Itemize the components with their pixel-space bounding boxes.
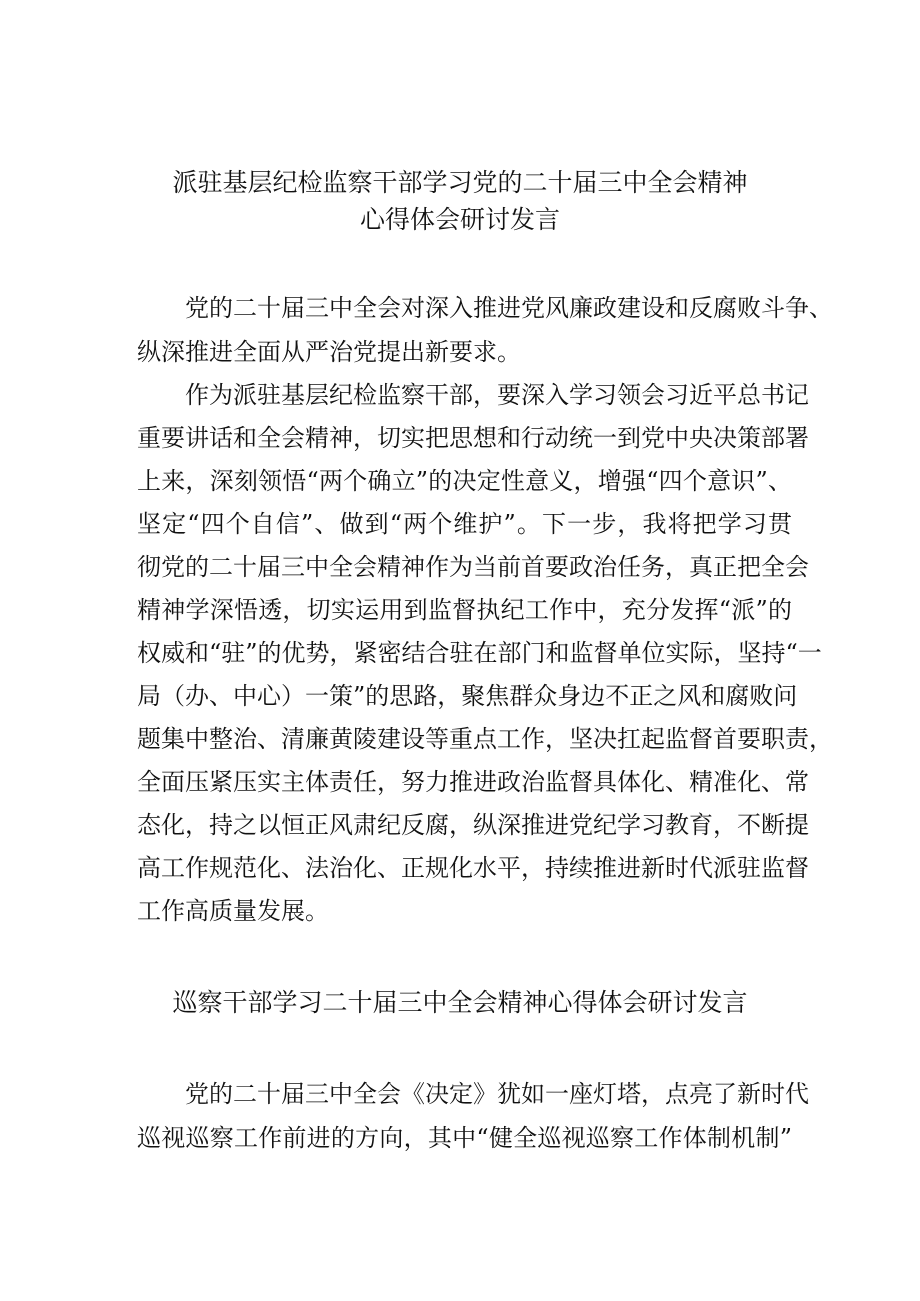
article1-title-line2: 心得体会研讨发言 [359, 205, 560, 234]
text-line: 彻党的二十届三中全会精神作为当前首要政治任务，真正把全会 [137, 553, 809, 581]
text-line: 巡视巡察工作前进的方向，其中“健全巡视巡察工作体制机制” [137, 1124, 792, 1152]
text-line: 党的二十届三中全会《决定》犹如一座灯塔，点亮了新时代 [185, 1080, 809, 1108]
text-line: 作为派驻基层纪检监察干部，要深入学习领会习近平总书记 [185, 381, 809, 409]
text-line: 党的二十届三中全会对深入推进党风廉政建设和反腐败斗争、 [185, 294, 833, 322]
text-line: 权威和“驻”的优势，紧密结合驻在部门和监督单位实际，坚持“一 [137, 639, 822, 667]
text-line: 坚定“四个自信”、做到“两个维护”。下一步，我将把学习贯 [137, 510, 792, 538]
text-line: 题集中整治、清廉黄陵建设等重点工作，坚决扛起监督首要职责， [137, 725, 833, 753]
text-line: 全面压紧压实主体责任，努力推进政治监督具体化、精准化、常 [137, 768, 809, 796]
text-line: 纵深推进全面从严治党提出新要求。 [137, 338, 521, 366]
article1-title-line1: 派驻基层纪检监察干部学习党的二十届三中全会精神 [172, 168, 748, 197]
text-line: 上来，深刻领悟“两个确立”的决定性意义，增强“四个意识”、 [137, 467, 792, 495]
text-line: 工作高质量发展。 [137, 897, 329, 925]
text-line: 重要讲话和全会精神，切实把思想和行动统一到党中央决策部署 [137, 424, 809, 452]
article2-title: 巡察干部学习二十届三中全会精神心得体会研讨发言 [172, 988, 748, 1017]
text-line: 局（办、中心）一策”的思路，聚焦群众身边不正之风和腐败问 [137, 682, 798, 710]
text-line: 精神学深悟透，切实运用到监督执纪工作中，充分发挥“派”的 [137, 596, 792, 624]
text-line: 高工作规范化、法治化、正规化水平，持续推进新时代派驻监督 [137, 854, 809, 882]
text-line: 态化，持之以恒正风肃纪反腐，纵深推进党纪学习教育，不断提 [137, 811, 809, 839]
